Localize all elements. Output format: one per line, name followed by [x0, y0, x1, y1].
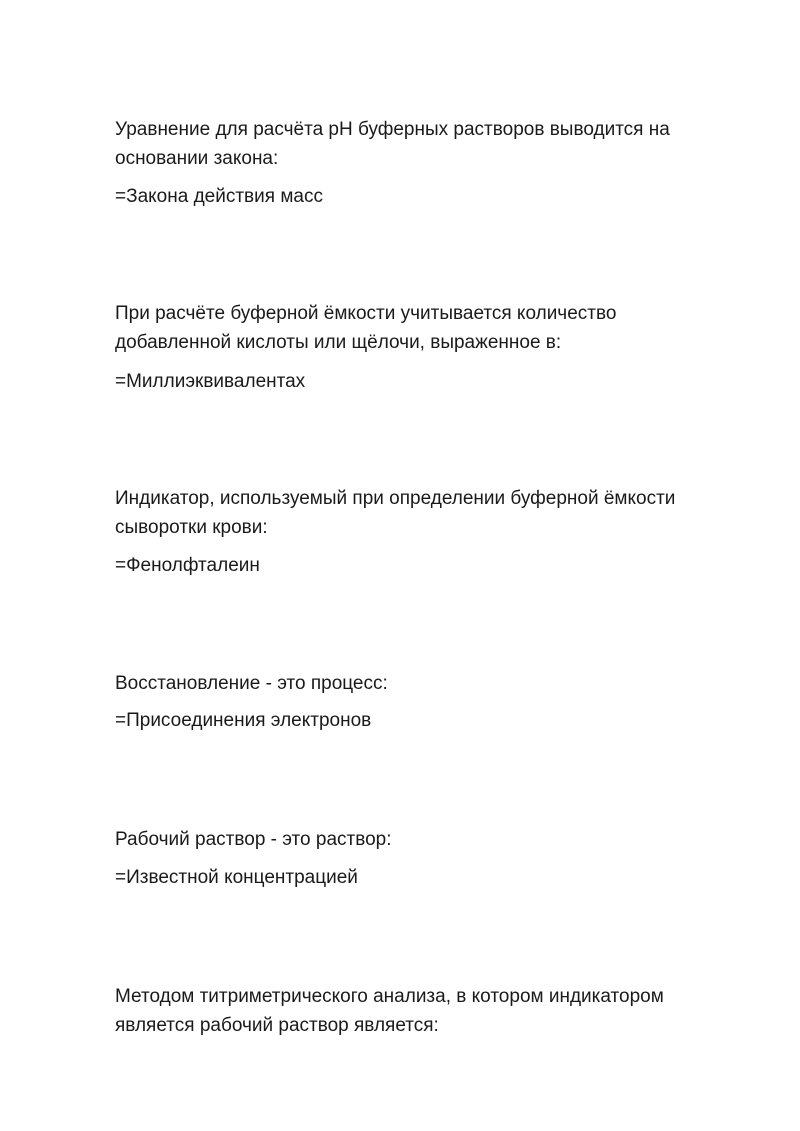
question-3-line-2: сыворотки крови:: [115, 517, 268, 538]
question-1: [115, 115, 735, 173]
question-2-line-1: При расчёте буферной ёмкости учитывается количество: [115, 303, 617, 324]
answer-1: =Закона действия масс: [115, 186, 323, 207]
question-2: [115, 299, 735, 357]
question-6-line-2: является рабочий раствор является:: [115, 1015, 439, 1036]
question-4: Восстановление - это процесс:: [115, 673, 388, 694]
question-5: Рабочий раствор - это раствор:: [115, 829, 392, 850]
question-6-line-1: Методом титриметрического анализа, в котором индикатором: [115, 986, 664, 1007]
question-3: [115, 484, 735, 542]
question-3-line-1: Индикатор, используемый при определении буферной ёмкости: [115, 488, 676, 509]
question-2-line-2: добавленной кислоты или щёлочи, выраженное в:: [115, 332, 562, 353]
answer-3: =Фенолфталеин: [115, 555, 260, 576]
answer-2: =Миллиэквивалентах: [115, 371, 306, 392]
question-1-line-2: основании закона:: [115, 148, 279, 169]
question-6: [115, 982, 735, 1040]
question-1-line-1: Уравнение для расчёта pH буферных растворов выводится на: [115, 119, 670, 140]
answer-5: =Известной концентрацией: [115, 867, 358, 888]
answer-4: =Присоединения электронов: [115, 710, 372, 731]
